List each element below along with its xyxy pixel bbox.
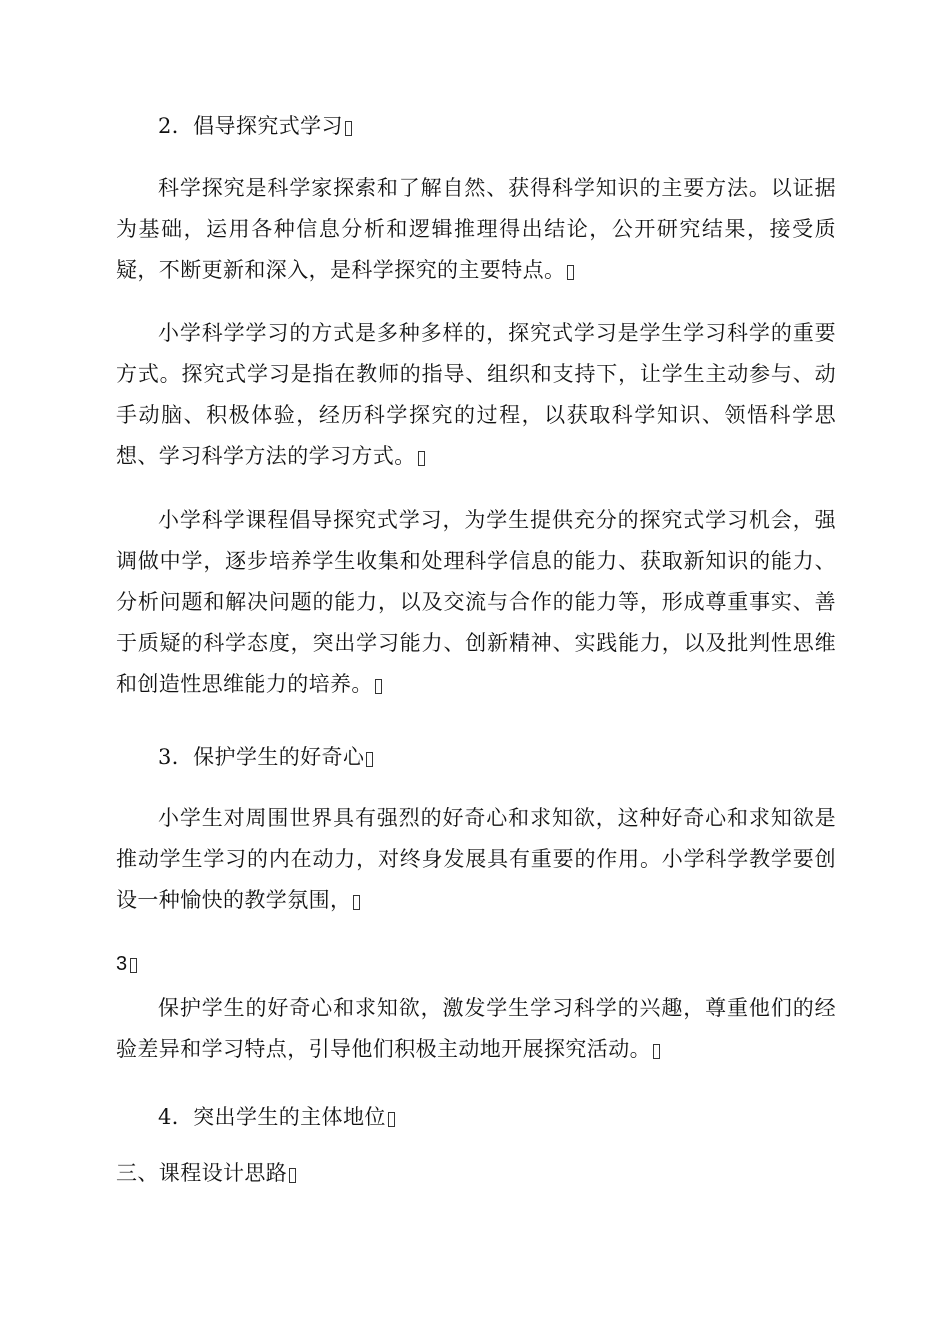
heading-text: 4．突出学生的主体地位: [158, 1105, 386, 1129]
paragraph-mark-icon: [653, 1044, 660, 1059]
paragraph-text: 科学探究是科学家探索和了解自然、获得科学知识的主要方法。以证据为基础，运用各种信息分析和逻辑推理得出结论，公开研究结果，接受质疑，不断更新和深入，是科学探究的主要特点。: [116, 176, 836, 282]
paragraph-mark-icon: [366, 752, 373, 767]
paragraph-mark-icon: [345, 121, 352, 136]
paragraph-text: 小学科学课程倡导探究式学习，为学生提供充分的探究式学习机会，强调做中学，逐步培养学生收集和处理科学信息的能力、获取新知识的能力、分析问题和解决问题的能力，以及交流与合作的能力等，形成尊重事实、善于质疑的科学态度，突出学习能力、创新精神、实践能力，以及批判性思维和创造性思维能力的培养。: [116, 508, 836, 696]
paragraph-mark-icon: [388, 1112, 395, 1127]
heading-text: 2．倡导探究式学习: [158, 114, 343, 138]
paragraph-interest: [116, 988, 836, 1070]
paragraph-science-inquiry: [116, 168, 836, 291]
paragraph-mark-icon: [289, 1168, 296, 1183]
heading-text: 3．保护学生的好奇心: [158, 745, 365, 769]
paragraph-mark-icon: [567, 265, 574, 280]
paragraph-text: 小学科学学习的方式是多种多样的，探究式学习是学生学习科学的重要方式。探究式学习是指在教师的指导、组织和支持下，让学生主动参与、动手动脑、积极体验，经历科学探究的过程，以获取科学知识、领悟科学思想、学习科学方法的学习方式。: [116, 321, 836, 468]
paragraph-mark-icon: [130, 958, 137, 973]
paragraph-curriculum-inquiry: [116, 500, 836, 705]
page-number-text: 3: [116, 953, 128, 975]
section-heading-text: 三、课程设计思路: [116, 1161, 288, 1185]
paragraph-curiosity: [116, 798, 836, 921]
paragraph-mark-icon: [353, 895, 360, 910]
section-heading-course-design: [116, 1153, 836, 1194]
paragraph-text: 小学生对周围世界具有强烈的好奇心和求知欲，这种好奇心和求知欲是推动学生学习的内在动力，对终身发展具有重要的作用。小学科学教学要创设一种愉快的教学氛围，: [116, 806, 836, 912]
heading-student-subject: [116, 1097, 836, 1138]
heading-advocate-inquiry: [116, 106, 836, 147]
heading-protect-curiosity: [116, 737, 836, 778]
paragraph-mark-icon: [418, 451, 425, 466]
paragraph-mark-icon: [375, 679, 382, 694]
page-number: [116, 944, 836, 985]
paragraph-text: 保护学生的好奇心和求知欲，激发学生学习科学的兴趣，尊重他们的经验差异和学习特点，引导他们积极主动地开展探究活动。: [116, 996, 836, 1061]
paragraph-learning-methods: [116, 313, 836, 477]
